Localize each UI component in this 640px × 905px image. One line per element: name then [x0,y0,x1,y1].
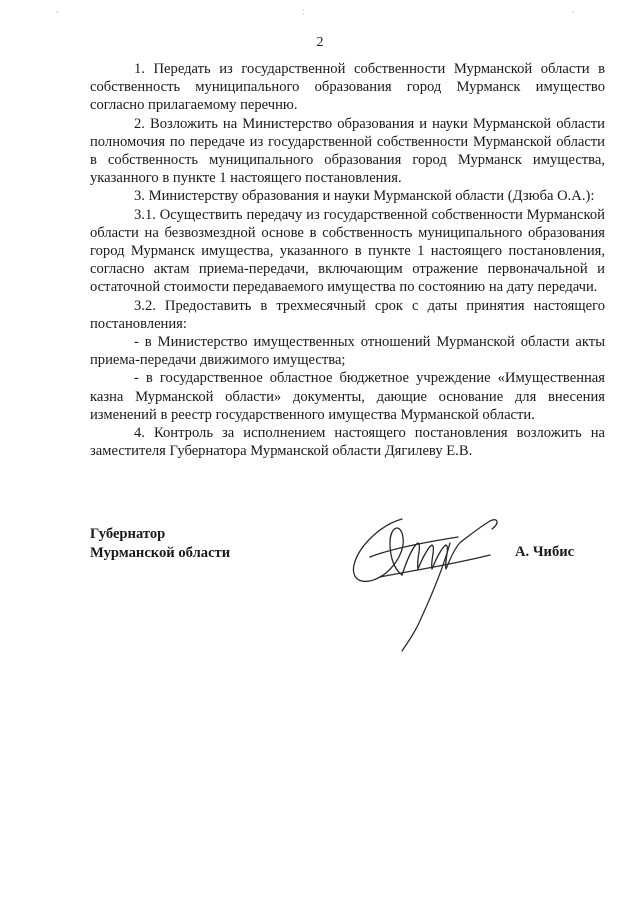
document-body [90,60,605,460]
paragraph-3-1: 3.1. Осуществить передачу из государственной собственности Мурманской области на безвозмездной основе в собственность муниципального образования город Мурманск имущества, указанного в пункте 1 настоящего постановления, согласно актам приема-передачи, включающим отражение первоначальной и остаточной стоимости передаваемого имущества по состоянию на дату передачи. [90,206,605,296]
paragraph-3-2-item-1: - в Министерство имущественных отношений Мурманской области акты приема-передачи движимого имущества; [90,334,605,369]
signatory-title-line-2: Мурманской области [90,545,231,561]
signatory-title [90,525,230,563]
paragraph-4: 4. Контроль за исполнением настоящего постановления возложить на заместителя Губернатора Мурманской области Дягилеву Е.В. [90,425,605,460]
page-number: 2 [316,35,324,50]
signatory-title-line-1: Губернатор [90,526,166,542]
paragraph-2: 2. Возложить на Министерство образования и науки Мурманской области полномочия по передаче из государственной собственности Мурманской области в собственность муниципального образования город Мурманск имущества, указанного в пункте 1 настоящего постановления. [90,115,605,187]
handwritten-signature [340,495,515,655]
paragraph-3-2-item-2: - в государственное областное бюджетное учреждение «Имущественная казна Мурманской области» документы, дающие основание для внесения изменений в реестр государственного имущества Мурманской области. [90,370,605,423]
signatory-name: А. Чибис [515,544,575,560]
paragraph-3: 3. Министерству образования и науки Мурманской области (Дзюба О.А.): [134,188,595,205]
paragraph-1: 1. Передать из государственной собственности Мурманской области в собственность муниципального образования город Мурманск имущество согласно прилагаемому перечню. [90,61,605,114]
paragraph-3-2: 3.2. Предоставить в трехмесячный срок с даты принятия настоящего постановления: [90,297,605,332]
scan-specks [0,0,640,30]
